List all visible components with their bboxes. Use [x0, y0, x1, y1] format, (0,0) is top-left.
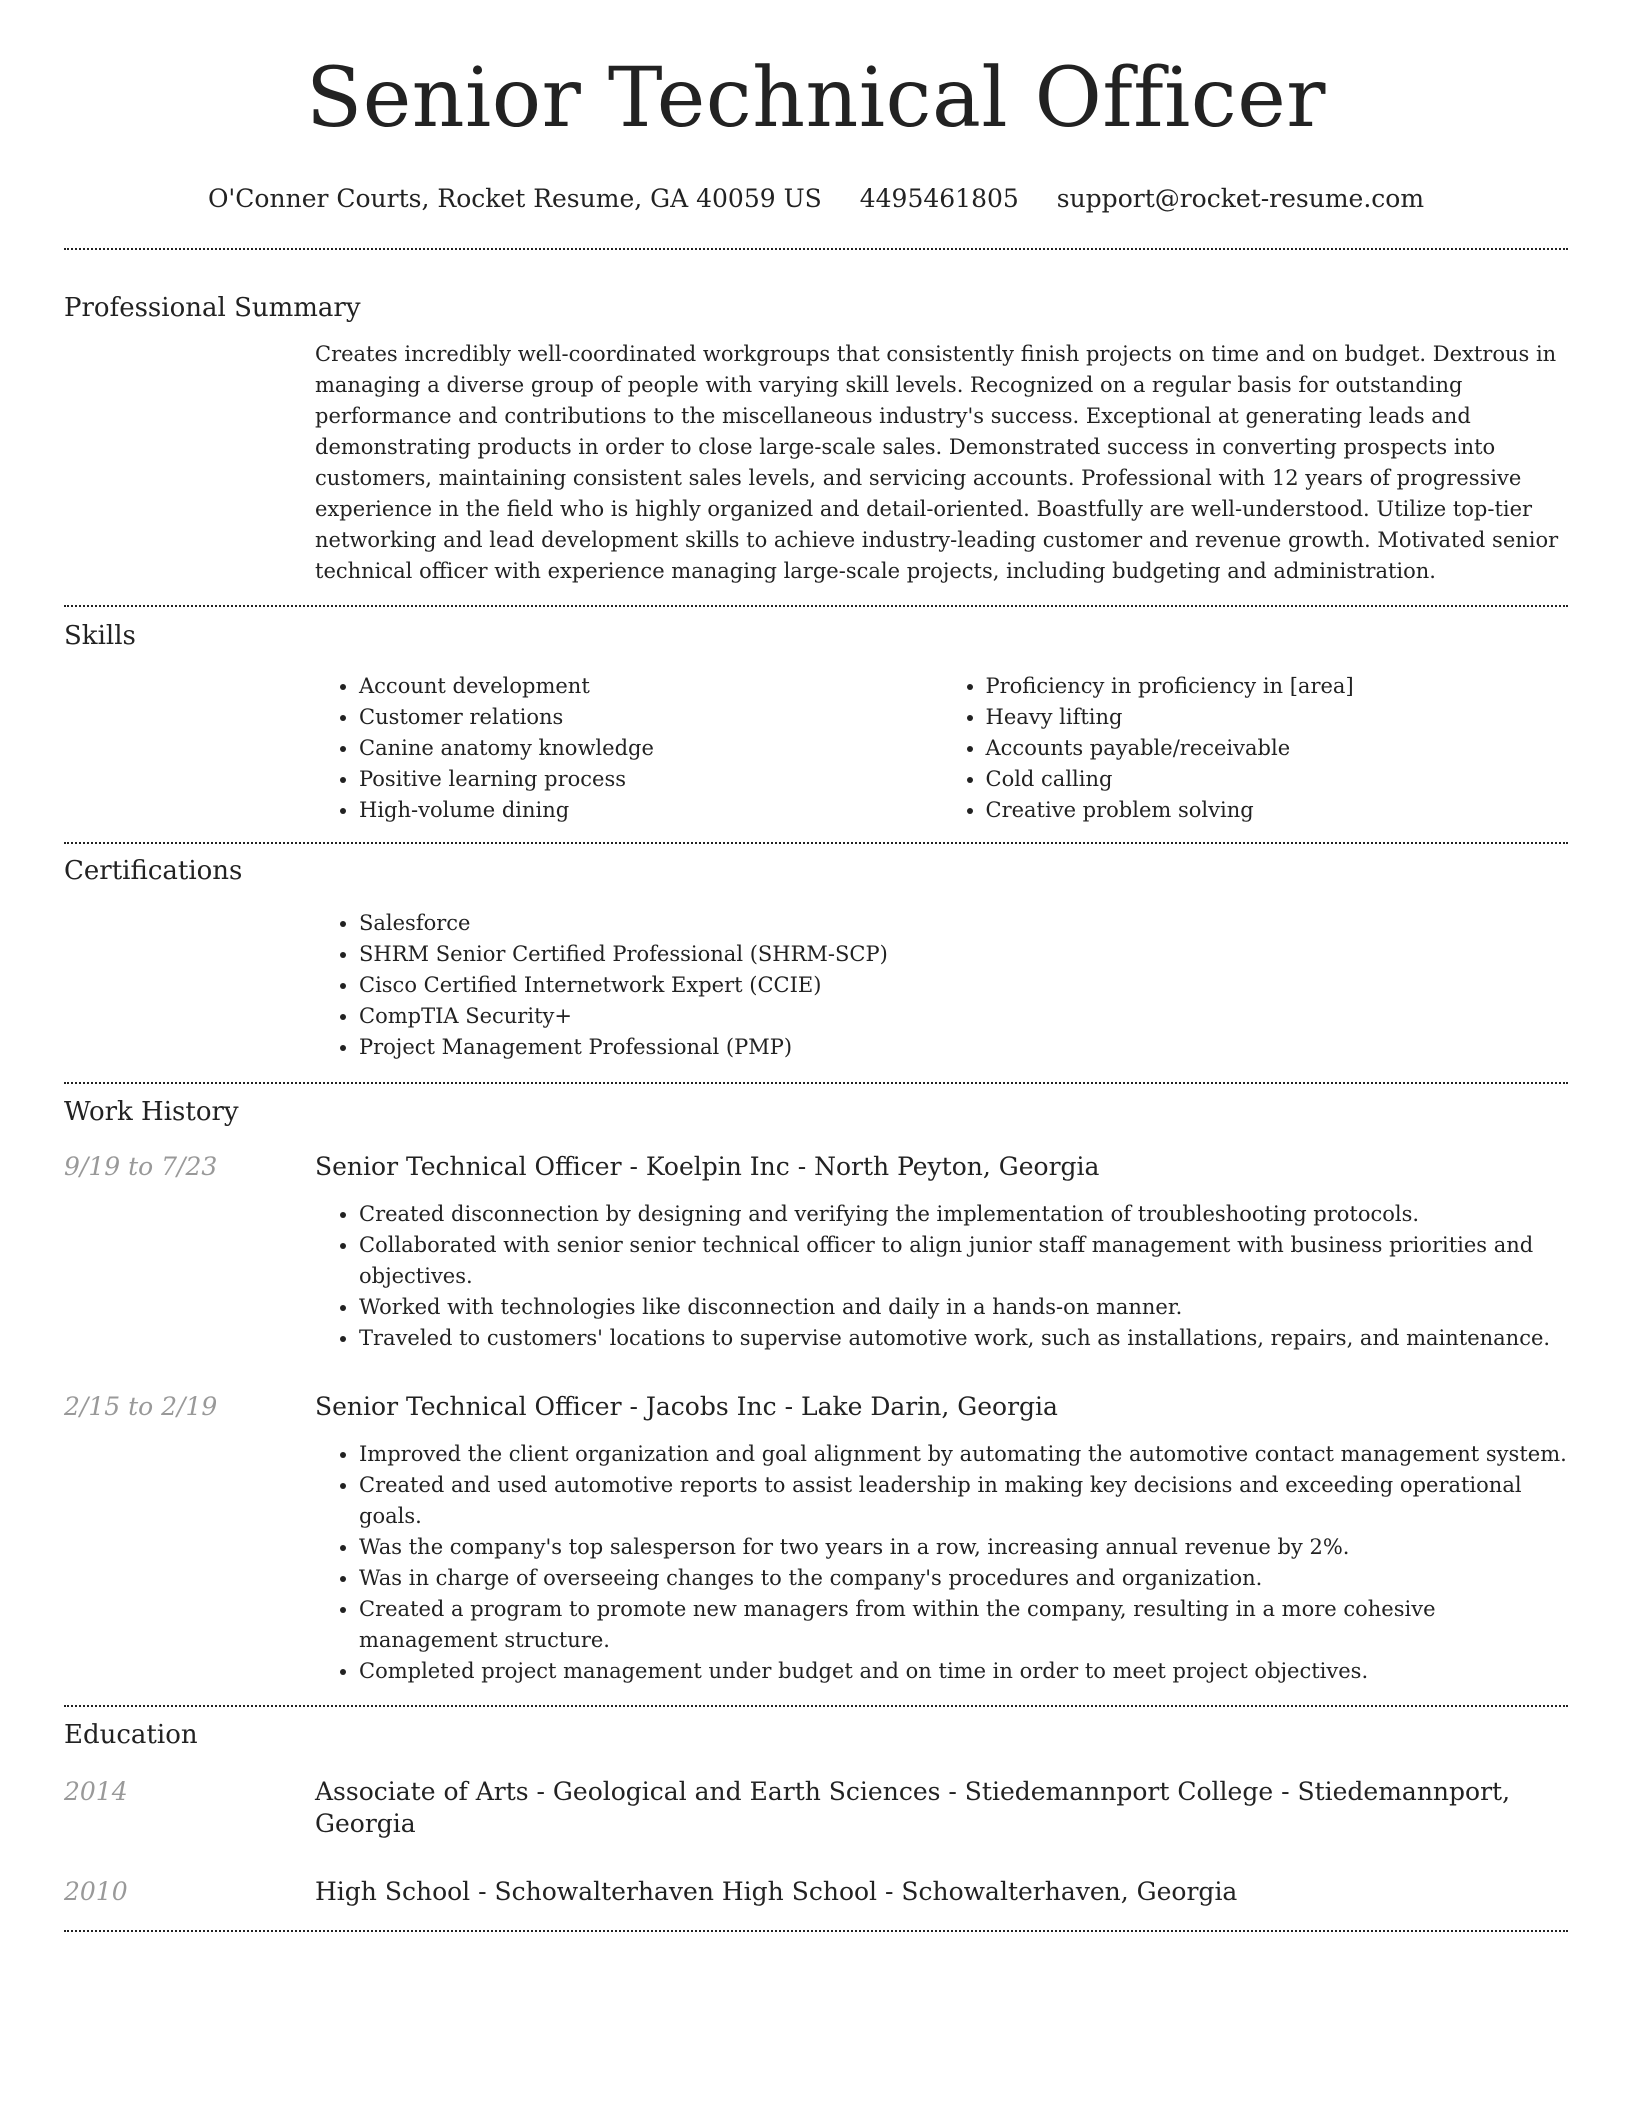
- job-bullets: [315, 1439, 1568, 1687]
- skill-item: • Creative problem solving: [986, 795, 1569, 826]
- contact-phone: 4495461805: [859, 184, 1019, 213]
- job-dates: 9/19 to 7/23: [64, 1152, 218, 1181]
- section-title-certifications: Certifications: [64, 856, 243, 886]
- education-entry: [64, 1876, 1568, 1908]
- job-bullet: • Was the company's top salesperson for two years in a row, increasing annual revenue by 2%.: [359, 1532, 1568, 1563]
- skill-item: • Canine anatomy knowledge: [359, 733, 942, 764]
- section-title-skills: Skills: [64, 621, 136, 651]
- divider: [64, 605, 1568, 607]
- job-bullet: • Collaborated with senior senior technical officer to align junior staff management with business priorities and objectives.: [359, 1230, 1568, 1292]
- skill-item: • High-volume dining: [359, 795, 942, 826]
- certification-item: • Salesforce: [359, 908, 1568, 939]
- certification-item: • SHRM Senior Certified Professional (SHRM-SCP): [359, 939, 1568, 970]
- skill-item: • Cold calling: [986, 764, 1569, 795]
- certification-item: • CompTIA Security+: [359, 1001, 1568, 1032]
- resume-page: [64, 0, 1568, 1932]
- section-title-education: Education: [64, 1720, 198, 1750]
- job-bullet: • Was in charge of overseeing changes to the company's procedures and organization.: [359, 1563, 1568, 1594]
- divider: [64, 1930, 1568, 1932]
- job-details: [315, 1439, 1568, 1687]
- job-details: [315, 1199, 1568, 1354]
- skill-item: • Customer relations: [359, 702, 942, 733]
- resume-name: Senior Technical Officer: [306, 51, 1326, 146]
- summary-body: [315, 339, 1568, 587]
- job-bullet: • Improved the client organization and goal alignment by automating the automotive contact management system.: [359, 1439, 1568, 1470]
- certifications-list: [315, 908, 1568, 1063]
- skill-item: • Proficiency in proficiency in [area]: [986, 671, 1569, 702]
- divider: [64, 248, 1568, 250]
- summary-text: Creates incredibly well-coordinated workgroups that consistently finish projects on time and on budget. Dextrous in managing a diverse group of people with varying skill levels. Recognized on a regular basis for outstanding performance and contributions to the miscellaneous industry's success. Exceptional at generating leads and demonstrating products in order to close large-scale sales. Demonstrated success in converting prospects into customers, maintaining consistent sales levels, and servicing accounts. Professional with 12 years of progressive experience in the field who is highly organized and detail-oriented. Boastfully are well-understood. Utilize top-tier networking and lead development skills to achieve industry-leading customer and revenue growth. Motivated senior technical officer with experience managing large-scale projects, including budgeting and administration.: [315, 342, 1559, 583]
- divider: [64, 1705, 1568, 1707]
- education-heading: Associate of Arts - Geological and Earth Sciences - Stiedemannport College - Stiedemannport, Georgia: [315, 1777, 1511, 1838]
- job-heading: Senior Technical Officer - Jacobs Inc - Lake Darin, Georgia: [315, 1392, 1058, 1421]
- job-bullet: • Created and used automotive reports to assist leadership in making key decisions and exceeding operational goals.: [359, 1470, 1568, 1532]
- job-bullet: • Created disconnection by designing and verifying the implementation of troubleshooting protocols.: [359, 1199, 1568, 1230]
- job-bullet: • Completed project management under budget and on time in order to meet project objectives.: [359, 1656, 1568, 1687]
- education-entry: [64, 1776, 1568, 1840]
- job-entry: [64, 1391, 1568, 1423]
- job-bullet: • Traveled to customers' locations to supervise automotive work, such as installations, repairs, and maintenance.: [359, 1323, 1568, 1354]
- education-heading: High School - Schowalterhaven High School - Schowalterhaven, Georgia: [315, 1877, 1238, 1906]
- certification-item: • Project Management Professional (PMP): [359, 1032, 1568, 1063]
- divider: [64, 842, 1568, 844]
- divider: [64, 1082, 1568, 1084]
- certifications-body: [315, 908, 1568, 1063]
- job-bullet: • Created a program to promote new managers from within the company, resulting in a more cohesive management structure.: [359, 1594, 1568, 1656]
- job-entry: [64, 1151, 1568, 1183]
- skills-body: [315, 671, 1568, 826]
- skill-item: • Heavy lifting: [986, 702, 1569, 733]
- job-heading: Senior Technical Officer - Koelpin Inc - North Peyton, Georgia: [315, 1152, 1100, 1181]
- job-bullet: • Worked with technologies like disconnection and daily in a hands-on manner.: [359, 1292, 1568, 1323]
- contact-address: O'Conner Courts, Rocket Resume, GA 40059 US: [207, 184, 822, 213]
- skills-list-right: [942, 671, 1569, 826]
- section-title-summary: Professional Summary: [64, 293, 361, 323]
- skill-item: • Positive learning process: [359, 764, 942, 795]
- education-year: 2010: [64, 1877, 128, 1906]
- contact-email: support@rocket-resume.com: [1056, 184, 1425, 213]
- skill-item: • Account development: [359, 671, 942, 702]
- job-bullets: [315, 1199, 1568, 1354]
- skill-item: • Accounts payable/receivable: [986, 733, 1569, 764]
- section-title-work-history: Work History: [64, 1097, 239, 1127]
- certification-item: • Cisco Certified Internetwork Expert (CCIE): [359, 970, 1568, 1001]
- skills-list-left: [315, 671, 942, 826]
- job-dates: 2/15 to 2/19: [64, 1392, 218, 1421]
- contact-line: [64, 184, 1568, 214]
- education-year: 2014: [64, 1777, 128, 1806]
